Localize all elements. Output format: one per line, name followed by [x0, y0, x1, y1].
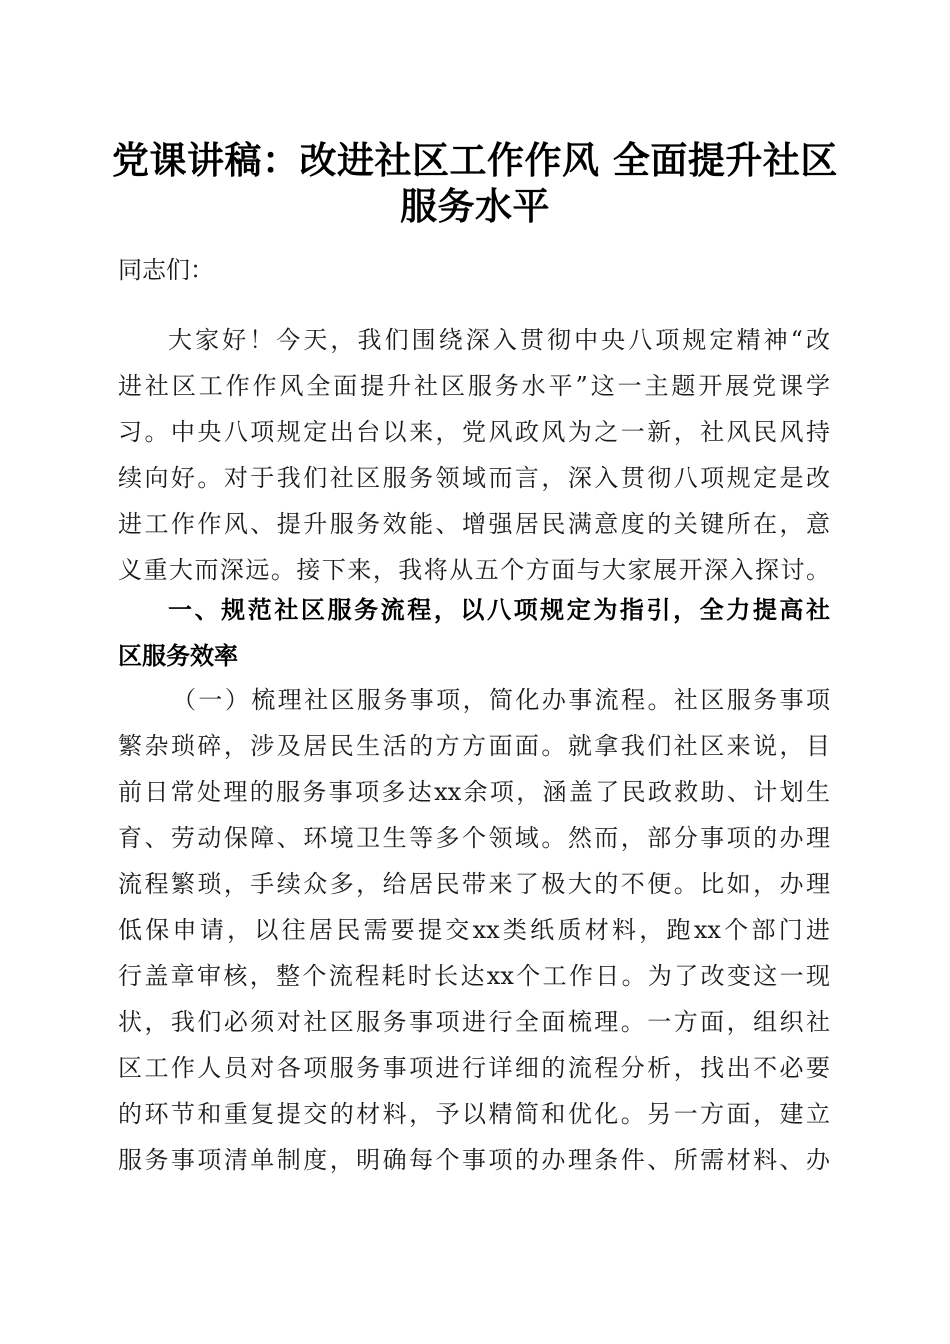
body-line: 服务事项清单制度，明确每个事项的办理条件、所需材料、办 [118, 1146, 830, 1174]
intro-line: 续向好。对于我们社区服务领域而言，深入贯彻八项规定是改 [118, 464, 830, 492]
intro-line: 进社区工作作风全面提升社区服务水平”这一主题开展党课学 [118, 372, 830, 400]
section-heading-line: 一、规范社区服务流程，以八项规定为指引，全力提高社 [168, 596, 830, 624]
body-line: （一）梳理社区服务事项，简化办事流程。社区服务事项 [172, 686, 830, 714]
body-line: 状，我们必须对社区服务事项进行全面梳理。一方面，组织社 [118, 1008, 830, 1036]
body-line: 的环节和重复提交的材料，予以精简和优化。另一方面，建立 [118, 1100, 830, 1128]
intro-line: 习。中央八项规定出台以来，党风政风为之一新，社风民风持 [118, 418, 830, 446]
document-title-line-1: 党课讲稿：改进社区工作作风 全面提升社区 [112, 138, 838, 182]
document-title-line-2: 服务水平 [400, 184, 550, 228]
body-line: 低保申请，以往居民需要提交xx类纸质材料，跑xx个部门进 [118, 916, 830, 944]
intro-line: 进工作作风、提升服务效能、增强居民满意度的关键所在，意 [118, 510, 830, 538]
body-line: 流程繁琐，手续众多，给居民带来了极大的不便。比如，办理 [118, 870, 830, 898]
body-line: 繁杂琐碎，涉及居民生活的方方面面。就拿我们社区来说，目 [118, 732, 830, 760]
body-line: 区工作人员对各项服务事项进行详细的流程分析，找出不必要 [118, 1054, 830, 1082]
greeting: 同志们： [118, 256, 214, 284]
body-line: 育、劳动保障、环境卫生等多个领域。然而，部分事项的办理 [118, 824, 830, 852]
body-line: 前日常处理的服务事项多达xx余项，涵盖了民政救助、计划生 [118, 778, 830, 806]
intro-line: 义重大而深远。接下来，我将从五个方面与大家展开深入探讨。 [118, 556, 830, 584]
intro-line: 大家好！今天，我们围绕深入贯彻中央八项规定精神“改 [168, 326, 830, 354]
body-line: 行盖章审核，整个流程耗时长达xx个工作日。为了改变这一现 [118, 962, 830, 990]
section-heading-line: 区服务效率 [118, 642, 238, 670]
